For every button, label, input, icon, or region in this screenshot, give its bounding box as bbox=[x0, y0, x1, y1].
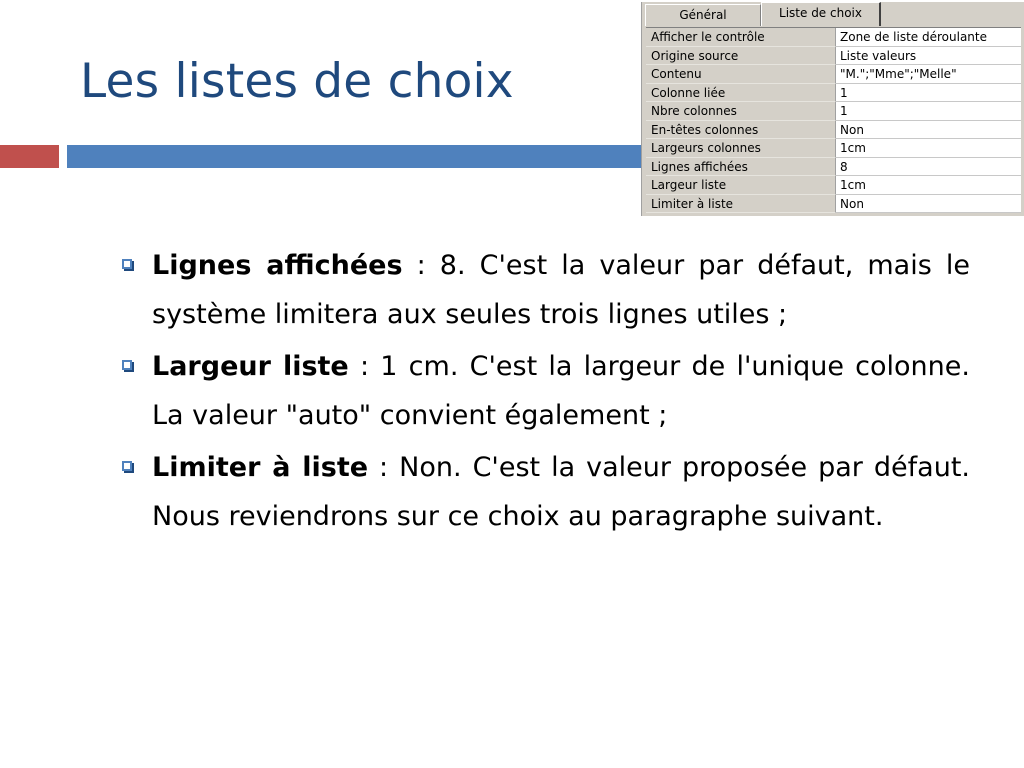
property-row bbox=[646, 28, 1021, 47]
property-label: Colonne liée bbox=[646, 84, 836, 103]
bullet-description: : 1 cm. C'est la largeur de l'unique colonne. La valeur "auto" convient également ; bbox=[152, 351, 970, 431]
property-value[interactable]: Zone de liste déroulante bbox=[836, 28, 1021, 47]
property-label: Limiter à liste bbox=[646, 195, 836, 214]
property-label: Contenu bbox=[646, 65, 836, 84]
property-value[interactable]: 1 bbox=[836, 102, 1021, 121]
bullet-text bbox=[152, 444, 970, 541]
square-bullet-icon bbox=[122, 259, 132, 269]
bullet-term: Lignes affichées bbox=[152, 250, 403, 281]
property-row bbox=[646, 176, 1021, 195]
property-row bbox=[646, 65, 1021, 84]
bullet-description: : Non. C'est la valeur proposée par défaut. Nous reviendrons sur ce choix au paragraphe suivant. bbox=[152, 452, 970, 532]
property-table bbox=[646, 27, 1021, 213]
property-value[interactable]: Non bbox=[836, 121, 1021, 140]
property-value[interactable]: Non bbox=[836, 195, 1021, 214]
property-row bbox=[646, 139, 1021, 158]
property-row bbox=[646, 47, 1021, 66]
bullet-term: Largeur liste bbox=[152, 351, 349, 382]
bullet-term: Limiter à liste bbox=[152, 452, 369, 483]
tab-general[interactable]: Général bbox=[645, 4, 761, 26]
property-value[interactable]: Liste valeurs bbox=[836, 47, 1021, 66]
accent-bar-blue bbox=[67, 145, 647, 168]
property-row bbox=[646, 195, 1021, 214]
property-tabs bbox=[642, 2, 1024, 26]
tab-liste-de-choix[interactable]: Liste de choix bbox=[761, 2, 881, 26]
property-sheet bbox=[641, 2, 1024, 216]
property-label: Lignes affichées bbox=[646, 158, 836, 177]
bullet-text bbox=[152, 343, 970, 440]
property-value[interactable]: 1cm bbox=[836, 176, 1021, 195]
property-row bbox=[646, 121, 1021, 140]
bullet-description: : 8. C'est la valeur par défaut, mais le système limitera aux seules trois lignes utiles ; bbox=[152, 250, 970, 330]
slide-title: Les listes de choix bbox=[80, 54, 514, 109]
property-row bbox=[646, 84, 1021, 103]
square-bullet-icon bbox=[122, 461, 132, 471]
square-bullet-icon bbox=[122, 360, 132, 370]
property-value[interactable]: "M.";"Mme";"Melle" bbox=[836, 65, 1021, 84]
property-label: Largeurs colonnes bbox=[646, 139, 836, 158]
property-value[interactable]: 1cm bbox=[836, 139, 1021, 158]
bullet-item bbox=[122, 444, 970, 541]
property-label: En-têtes colonnes bbox=[646, 121, 836, 140]
property-label: Origine source bbox=[646, 47, 836, 66]
bullet-list bbox=[122, 242, 970, 545]
property-row bbox=[646, 102, 1021, 121]
bullet-item bbox=[122, 343, 970, 440]
property-row bbox=[646, 158, 1021, 177]
accent-bar-red bbox=[0, 145, 59, 168]
property-value[interactable]: 8 bbox=[836, 158, 1021, 177]
bullet-text bbox=[152, 242, 970, 339]
property-label: Largeur liste bbox=[646, 176, 836, 195]
bullet-item bbox=[122, 242, 970, 339]
property-label: Afficher le contrôle bbox=[646, 28, 836, 47]
property-label: Nbre colonnes bbox=[646, 102, 836, 121]
property-value[interactable]: 1 bbox=[836, 84, 1021, 103]
